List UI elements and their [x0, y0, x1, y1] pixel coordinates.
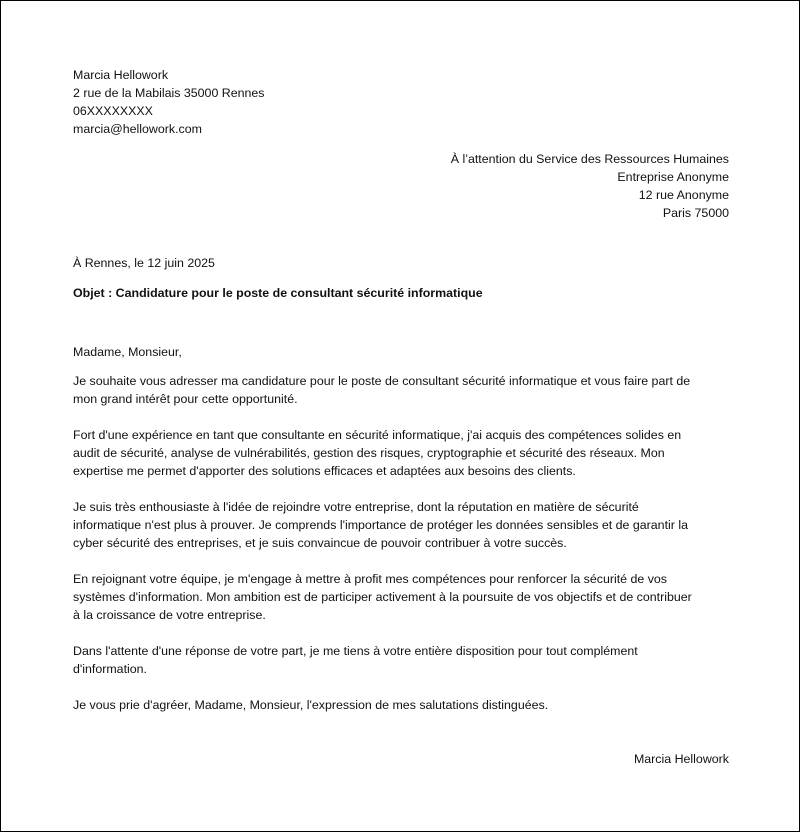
body-line: Je souhaite vous adresser ma candidature pour le poste de consultant sécurité informatique et vous faire part de: [73, 374, 691, 388]
body-line: à la croissance de votre entreprise.: [73, 608, 266, 622]
body-line: En rejoignant votre équipe, je m'engage à mettre à profit mes compétences pour renforcer la sécurité de vos: [73, 572, 667, 586]
body-paragraph-5: [73, 642, 729, 678]
recipient-company: Entreprise Anonyme: [617, 170, 729, 184]
sender-address-block: [73, 66, 729, 138]
body-paragraph-1: [73, 372, 729, 408]
body-line: d'information.: [73, 662, 147, 676]
subject-line: Objet : Candidature pour le poste de consultant sécurité informatique: [73, 286, 483, 300]
body-line: Fort d'une expérience en tant que consultante en sécurité informatique, j'ai acquis des compétences solides en: [73, 428, 682, 442]
sender-phone: 06XXXXXXXX: [73, 104, 153, 118]
salutation: Madame, Monsieur,: [73, 345, 182, 359]
body-paragraph-4: [73, 570, 729, 624]
recipient-city: Paris 75000: [662, 206, 729, 220]
closing-paragraph: [73, 696, 729, 714]
body-line: cyber sécurité des entreprises, et je suis convaincue de pouvoir contribuer à votre succès.: [73, 536, 567, 550]
body-line: informatique n'est plus à prouver. Je comprends l'importance de protéger les données sensibles et de garantir la: [73, 518, 688, 532]
recipient-attention: À l’attention du Service des Ressources Humaines: [450, 152, 729, 166]
body-line: expertise me permet d'apporter des solutions efficaces et adaptées aux besoins des clients.: [73, 464, 576, 478]
sender-street: 2 rue de la Mabilais 35000 Rennes: [73, 86, 265, 100]
recipient-address-block: [73, 150, 729, 222]
letter-body: [73, 372, 729, 732]
signature: Marcia Hellowork: [633, 752, 729, 766]
body-line: Dans l'attente d'une réponse de votre part, je me tiens à votre entière disposition pour tout complément: [73, 644, 638, 658]
body-paragraph-2: [73, 426, 729, 480]
body-line: audit de sécurité, analyse de vulnérabilités, gestion des risques, cryptographie et sécurité des réseaux. Mon: [73, 446, 665, 460]
body-line: mon grand intérêt pour cette opportunité.: [73, 392, 298, 406]
sender-name: Marcia Hellowork: [73, 68, 169, 82]
body-line: Je vous prie d'agréer, Madame, Monsieur, l'expression de mes salutations distinguées.: [73, 698, 549, 712]
body-paragraph-3: [73, 498, 729, 552]
body-line: systèmes d'information. Mon ambition est de participer activement à la poursuite de vos objectifs et de contribuer: [73, 590, 692, 604]
body-line: Je suis très enthousiaste à l'idée de rejoindre votre entreprise, dont la réputation en matière de sécurité: [73, 500, 639, 514]
date-line: À Rennes, le 12 juin 2025: [73, 256, 215, 270]
sender-email: marcia@hellowork.com: [73, 122, 202, 136]
recipient-street: 12 rue Anonyme: [638, 188, 729, 202]
